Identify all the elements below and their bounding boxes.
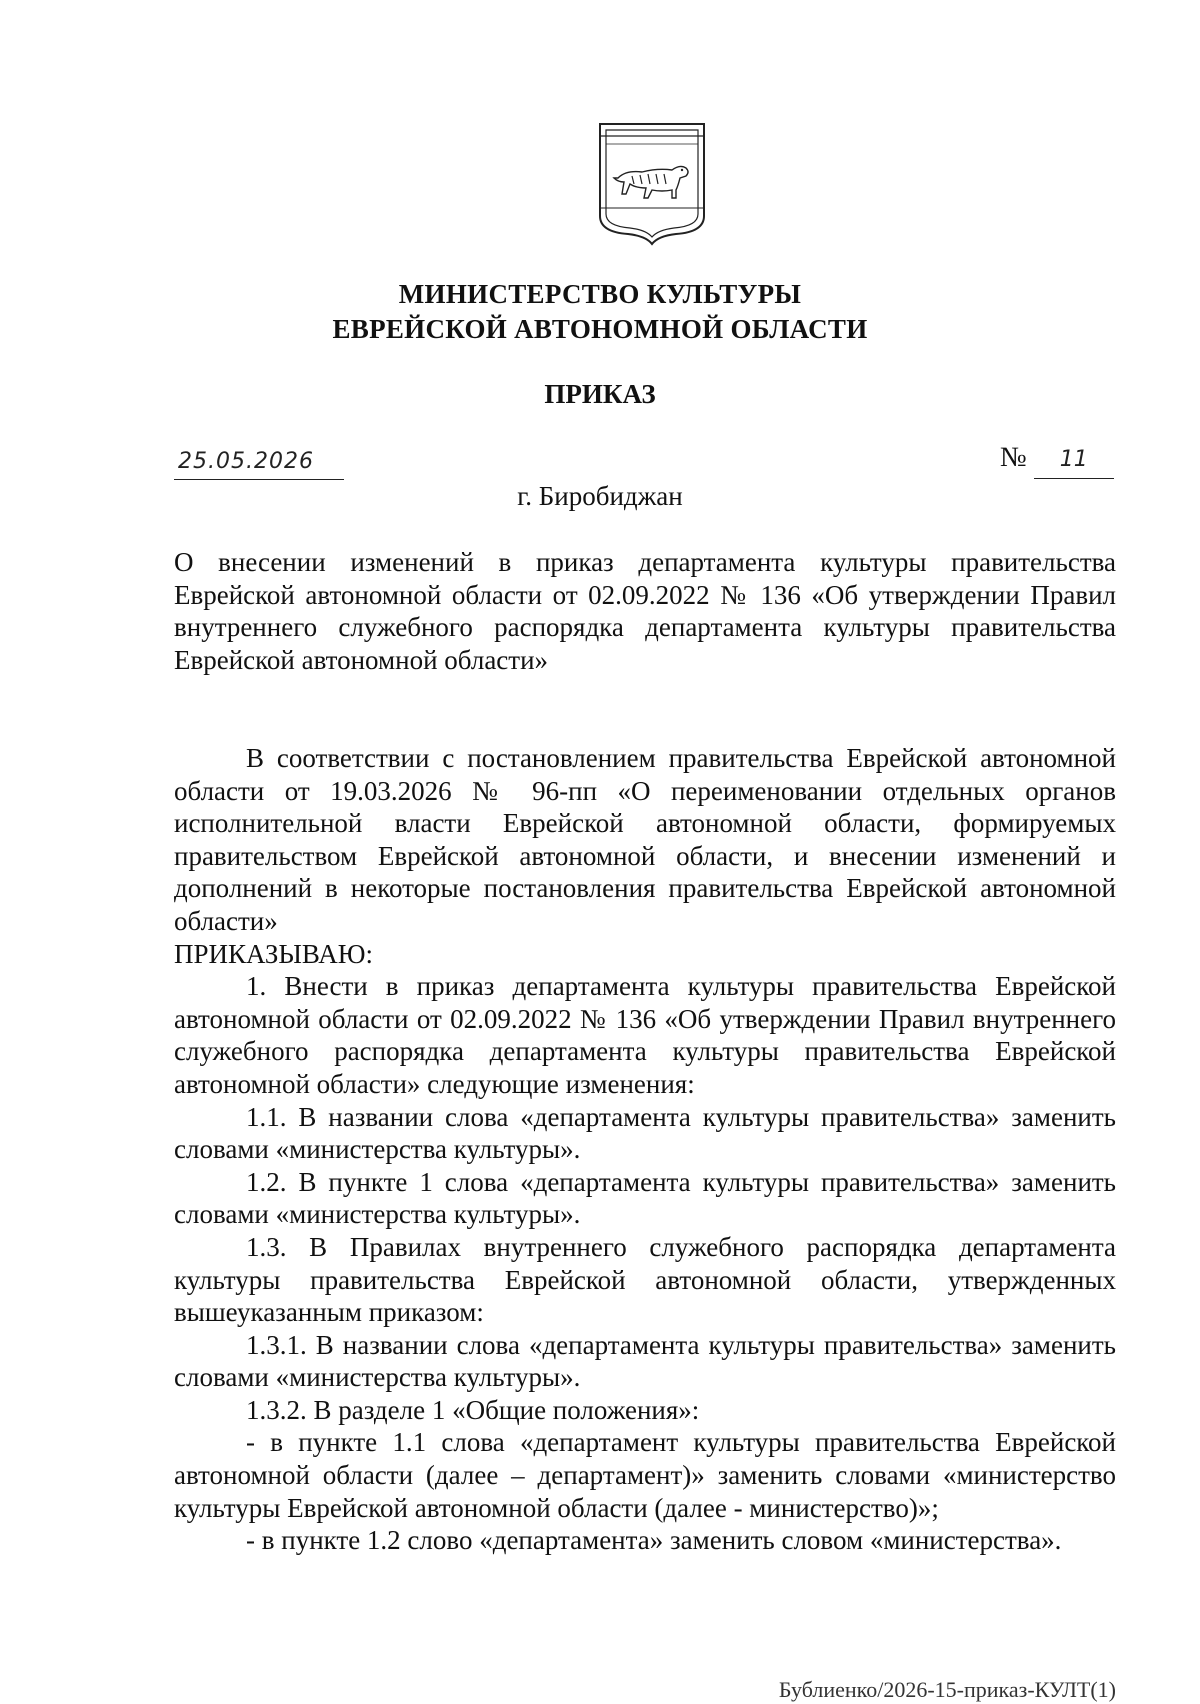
order-date: 25.05.2026 <box>174 446 344 480</box>
ministry-name-line1: МИНИСТЕРСТВО КУЛЬТУРЫ <box>398 279 802 309</box>
order-number-field <box>1000 440 1114 479</box>
ministry-name-line2: ЕВРЕЙСКОЙ АВТОНОМНОЙ ОБЛАСТИ <box>332 314 868 344</box>
order-subject-text: О внесении изменений в приказ департамента культуры правительства Еврейской автономной области от 02.09.2022 № 136 «Об утверждении Правил внутреннего служебного распорядка департамента культуры правительства Еврейской автономной области» <box>174 547 1116 675</box>
list-item: 1.3. В Правилах внутреннего служебного распорядка департамента культуры правительства Еврейской автономной области, утвержденных вышеуказанным приказом: <box>174 1231 1116 1328</box>
order-body <box>174 742 1116 1557</box>
list-item: - в пункте 1.1 слова «департамент культуры правительства Еврейской автономной области (далее – департамент)» заменить словами «министерство культуры Еврейской автономной области (далее - министерство)»; <box>174 1427 1116 1523</box>
document-reference: Бублиенко/2026-15-приказ-КУЛТ(1) <box>778 1677 1116 1702</box>
list-item: 1.2. В пункте 1 слова «департамента культуры правительства» заменить словами «министерства культуры». <box>174 1166 1116 1230</box>
list-item: 1.1. В названии слова «департамента культуры правительства» заменить словами «министерства культуры». <box>174 1101 1116 1165</box>
list-item: 1.3.1. В названии слова «департамента культуры правительства» заменить словами «министерства культуры». <box>174 1329 1116 1393</box>
coat-of-arms-emblem <box>596 120 708 248</box>
order-number: 11 <box>1034 442 1114 479</box>
number-label: № <box>1000 442 1027 473</box>
order-subject <box>174 546 1116 676</box>
list-item: 1. Внести в приказ департамента культуры правительства Еврейской автономной области от 02.09.2022 № 136 «Об утверждении Правил внутреннего служебного распорядка департамента культуры правительства Еврейской автономной области» следующие изменения: <box>174 971 1116 1099</box>
list-item: - в пункте 1.2 слово «департамента» заменить словом «министерства». <box>246 1525 1062 1556</box>
document-type: ПРИКАЗ <box>544 379 656 409</box>
preamble-paragraph: В соответствии с постановлением правительства Еврейской автономной области от 19.03.2026 № 96-пп «О переименовании отдельных органов исполнительной власти Еврейской автономной области, формируемых правительством Еврейской автономной области, и внесении изменений и дополнений в некоторые постановления правительства Еврейской автономной области» <box>174 743 1116 936</box>
order-directive: ПРИКАЗЫВАЮ: <box>174 938 373 969</box>
list-item: 1.3.2. В разделе 1 «Общие положения»: <box>246 1394 700 1425</box>
city-name: г. Биробиджан <box>517 481 683 511</box>
